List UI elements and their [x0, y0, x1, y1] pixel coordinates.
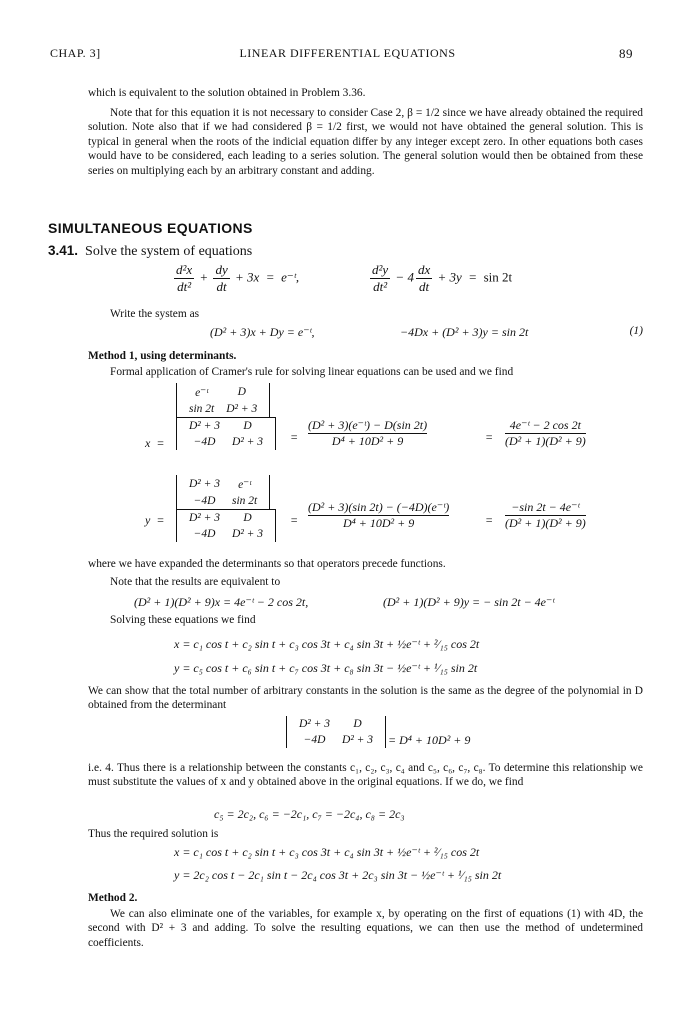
det-cell: D: [237, 386, 246, 398]
constant-relations: c₅ = 2c₂, c₆ = −2c₁, c₇ = −2c₄, c₈ = 2c₃: [214, 807, 405, 821]
final-solution-y: y = 2c₂ cos t − 2c₁ sin t − 2c₄ cos 3t + 2c₃ sin 3t − ½e⁻ᵗ + ¹⁄₁₅ sin 2t: [174, 868, 502, 882]
solving-note: Solving these equations we find: [110, 614, 256, 626]
equation-label: (1): [629, 325, 643, 337]
x-expanded-numerator: (D² + 3)(e⁻ᵗ) − D(sin 2t): [308, 418, 428, 432]
running-title: LINEAR DIFFERENTIAL EQUATIONS: [239, 46, 456, 60]
method2-text: [88, 907, 643, 950]
equals-sign: =: [485, 513, 494, 527]
y-expanded-numerator: (D² + 3)(sin 2t) − (−4D)(e⁻ᵗ): [308, 500, 450, 514]
det-cell: D: [353, 718, 362, 730]
expanded-note: where we have expanded the determinants so that operators precede functions.: [88, 558, 446, 570]
operator-eq-2: −4Dx + (D² + 3)y = sin 2t: [400, 325, 529, 339]
x-variable: x =: [145, 436, 165, 450]
x-determinant-fraction: [176, 383, 276, 450]
det-cell: D² + 3: [189, 478, 221, 490]
det-cell: D² + 3: [342, 734, 374, 746]
x-simplified-fraction: [505, 418, 586, 449]
y-numerator-determinant: [176, 475, 270, 509]
intro-paragraph-text: Note that for this equation it is not necessary to consider Case 2, β = 1/2 since we have already obtained the required solution. Note also that if we had considered β = 1/2 first, we would not have obtained the general solution. This is typical in general when the roots of the indicial equation differ by any integer except zero. In other equations both cases would have to be considered, each leading to a series solution. The general solution would then be obtained from these series on multiplying each by an arbitrary constant and adding.: [88, 107, 643, 177]
y-expanded-fraction: [308, 500, 449, 531]
chapter-label: CHAP. 3]: [50, 46, 101, 60]
y-variable: y =: [145, 513, 165, 527]
result-determinant: [286, 716, 386, 748]
y-simplified-numerator: −sin 2t − 4e⁻ᵗ: [505, 500, 586, 516]
y-simplified-fraction: [505, 500, 586, 531]
det-cell: sin 2t: [232, 495, 258, 507]
final-solution-x: x = c₁ cos t + c₂ sin t + c₃ cos 3t + c₄ sin 3t + ½e⁻ᵗ + ²⁄₁₅ cos 2t: [174, 845, 480, 859]
solution-y: y = c₅ cos t + c₆ sin t + c₇ cos 3t + c₈ sin 3t − ½e⁻ᵗ + ¹⁄₁₅ sin 2t: [174, 661, 478, 675]
det-cell: D² + 3: [226, 403, 258, 415]
det-cell: sin 2t: [189, 403, 215, 415]
det-cell: D² + 3: [299, 718, 331, 730]
equivalent-y: (D² + 1)(D² + 9)y = − sin 2t − 4e⁻ᵗ: [383, 595, 555, 609]
common-determinant: [286, 716, 386, 748]
x-simplified-denominator: (D² + 1)(D² + 9): [505, 434, 586, 448]
write-as-note: Write the system as: [110, 308, 200, 320]
det-cell: D: [243, 420, 252, 432]
det-cell: e⁻ᵗ: [238, 479, 252, 491]
equivalent-x: (D² + 1)(D² + 9)x = 4e⁻ᵗ − 2 cos 2t,: [134, 595, 309, 609]
problem-text: Solve the system of equations: [85, 244, 253, 259]
det-cell: D² + 3: [189, 512, 221, 524]
intro-paragraph: [88, 106, 643, 178]
degree-note: We can show that the total number of arbitrary constants in the solution is the same as the degree of the polynomial in D obtained from the determinant: [88, 685, 643, 712]
equals-sign: =: [290, 430, 299, 444]
thus-note: Thus the required solution is: [88, 828, 219, 840]
det-cell: D² + 3: [232, 436, 264, 448]
x-denominator-determinant: [176, 418, 276, 450]
det-cell: −4D: [303, 734, 326, 746]
operator-eq-1: (D² + 3)x + Dy = e⁻ᵗ,: [210, 325, 315, 339]
det-cell: D² + 3: [189, 420, 221, 432]
section-title: SIMULTANEOUS EQUATIONS: [48, 220, 253, 236]
problem-number: 3.41.: [48, 243, 79, 258]
problem-statement: [48, 243, 252, 260]
method1-intro: Formal application of Cramer's rule for solving linear equations can be used and we find: [110, 366, 514, 378]
relation-note: i.e. 4. Thus there is a relationship between the constants c₁, c₂, c₃, c₄ and c₅, c₆, c₇, c₈. To determine this relationship we must substitute the values of x and y obtained above in the original equations. If we do, we find: [88, 762, 643, 789]
system-rhs-2: sin 2t: [483, 269, 513, 285]
system-equation-2: $\frac{\text{d²y}}{\text{dt²}}$ − 4 $\frac{dx}{dt}$ + 3y = sin 2t: [372, 262, 513, 294]
method2-title: Method 2.: [88, 892, 138, 904]
y-denominator-determinant: [176, 510, 276, 542]
det-cell: D: [243, 512, 252, 524]
solution-x: x = c₁ cos t + c₂ sin t + c₃ cos 3t + c₄ sin 3t + ½e⁻ᵗ + ²⁄₁₅ cos 2t: [174, 637, 480, 651]
y-simplified-denominator: (D² + 1)(D² + 9): [505, 516, 586, 530]
y-determinant-fraction: [176, 475, 276, 542]
det-cell: D² + 3: [232, 528, 264, 540]
intro-line: which is equivalent to the solution obtained in Problem 3.36.: [88, 87, 366, 99]
system-equation-1: $\frac{\text{d²x}}{\text{dt²}}$ + $\frac{dy}{dt}$ + 3x = e⁻ᵗ,: [176, 262, 300, 294]
equals-sign: =: [485, 430, 494, 444]
x-numerator-determinant: [176, 383, 270, 417]
system-rhs-1: e⁻ᵗ,: [281, 269, 300, 285]
y-expanded-denominator: D⁴ + 10D² + 9: [342, 516, 415, 530]
x-expanded-fraction: [308, 418, 427, 449]
method2-text-body: We can also eliminate one of the variables, for example x, by operating on the first of equations (1) with 4D, the second with D² + 3 and adding. To solve the resulting equations, we can then use the method of undetermined coefficients.: [88, 908, 643, 949]
determinant-result: = D⁴ + 10D² + 9: [388, 733, 471, 747]
x-expanded-denominator: D⁴ + 10D² + 9: [331, 434, 404, 448]
method1-title: Method 1, using determinants.: [88, 350, 237, 362]
det-cell: −4D: [193, 495, 216, 507]
det-cell: −4D: [193, 528, 216, 540]
x-simplified-numerator: 4e⁻ᵗ − 2 cos 2t: [505, 418, 586, 434]
det-cell: −4D: [193, 436, 216, 448]
page-number: 89: [619, 46, 633, 61]
equals-sign: =: [290, 513, 299, 527]
det-cell: e⁻ᵗ: [195, 387, 209, 399]
equivalent-note: Note that the results are equivalent to: [110, 576, 281, 588]
